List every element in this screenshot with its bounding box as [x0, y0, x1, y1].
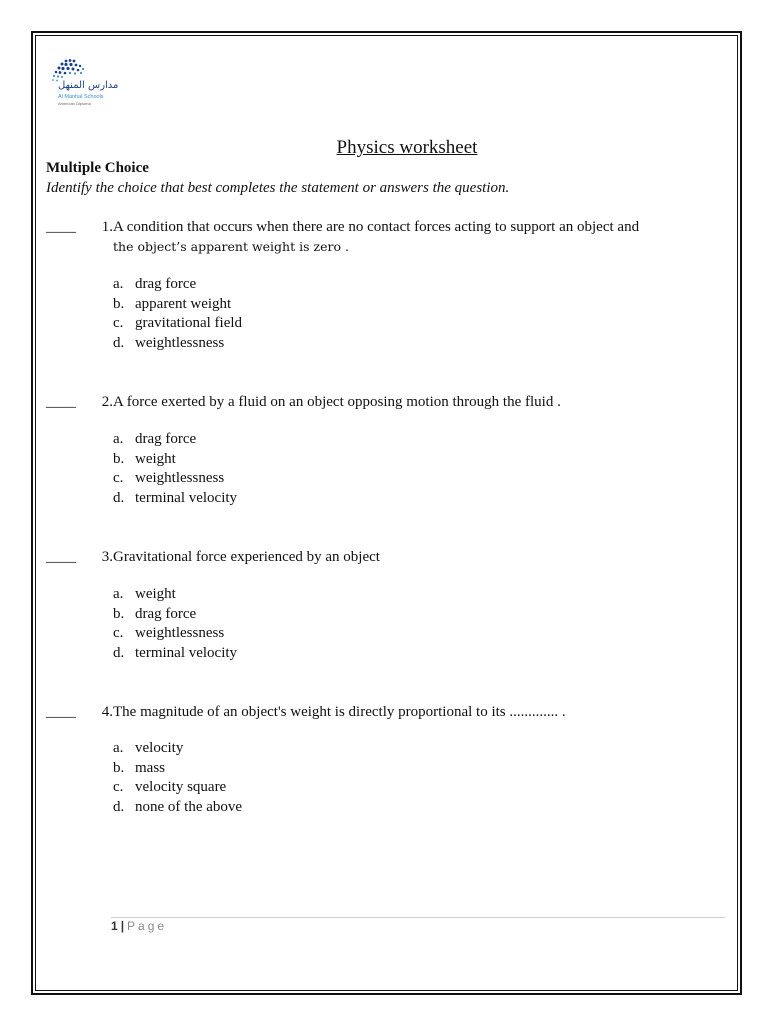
logo-arabic-text: مدارس المنهل	[58, 80, 119, 91]
school-logo	[46, 58, 126, 118]
page-border-inner	[35, 35, 738, 991]
option-text: terminal velocity	[135, 644, 238, 661]
option-letter: a.	[113, 431, 124, 447]
option-d[interactable]	[113, 334, 242, 354]
option-a[interactable]	[113, 275, 242, 295]
page-footer	[111, 919, 167, 933]
option-letter: b.	[113, 450, 125, 467]
question-text: Gravitational force experienced by an object	[113, 549, 380, 565]
option-letter: c.	[113, 779, 124, 795]
question-text-line-1: A condition that occurs when there are no contact forces acting to support an object and	[113, 219, 640, 235]
option-d[interactable]	[113, 644, 237, 664]
option-c[interactable]	[113, 624, 237, 644]
question-number: 4.	[101, 704, 113, 720]
option-list	[113, 430, 237, 508]
option-text: weight	[135, 450, 176, 467]
answer-blank[interactable]: ____	[46, 394, 76, 410]
option-text: weight	[135, 586, 176, 602]
option-list	[113, 275, 242, 353]
option-b[interactable]	[113, 605, 237, 625]
option-letter: a.	[113, 740, 124, 756]
option-a[interactable]	[113, 430, 237, 450]
answer-blank[interactable]: ____	[46, 219, 76, 235]
option-letter: a.	[113, 276, 124, 292]
option-text: weightlessness	[135, 625, 225, 641]
option-text: apparent weight	[135, 295, 232, 312]
option-d[interactable]	[113, 489, 237, 509]
logo-subtitle: American Diploma	[58, 101, 91, 106]
logo-english-text: Al Manhal Schools	[58, 94, 104, 100]
instructions: Identify the choice that best completes the statement or answers the question.	[46, 180, 510, 196]
option-letter: d.	[113, 798, 125, 815]
answer-blank[interactable]: ____	[46, 549, 76, 565]
option-letter: d.	[113, 644, 125, 661]
option-list	[113, 739, 242, 817]
option-letter: b.	[113, 759, 125, 776]
footer-separator: |	[120, 919, 125, 933]
option-letter: d.	[113, 489, 125, 506]
option-b[interactable]	[113, 450, 237, 470]
answer-blank[interactable]: ____	[46, 704, 76, 720]
option-text: gravitational field	[135, 315, 243, 331]
option-b[interactable]	[113, 295, 242, 315]
option-letter: b.	[113, 295, 125, 312]
option-text: velocity	[135, 740, 184, 756]
option-list	[113, 585, 237, 663]
option-text: drag force	[135, 276, 197, 292]
option-c[interactable]	[113, 314, 242, 334]
option-c[interactable]	[113, 469, 237, 489]
question-text	[113, 217, 723, 257]
page-title: Physics worksheet	[336, 137, 478, 158]
option-a[interactable]	[113, 739, 242, 759]
option-text: mass	[135, 759, 165, 776]
option-letter: c.	[113, 470, 124, 486]
option-letter: d.	[113, 334, 125, 351]
option-b[interactable]	[113, 759, 242, 779]
question-text: The magnitude of an object's weight is directly proportional to its ............. .	[113, 704, 566, 720]
question-number: 3.	[101, 549, 113, 565]
section-heading: Multiple Choice	[46, 160, 149, 176]
page-label: Page	[127, 919, 168, 933]
option-text: velocity square	[135, 779, 227, 795]
question-number: 2.	[101, 394, 113, 410]
option-text: drag force	[135, 605, 197, 622]
option-text: drag force	[135, 431, 197, 447]
option-a[interactable]	[113, 585, 237, 605]
option-c[interactable]	[113, 778, 242, 798]
option-letter: b.	[113, 605, 125, 622]
option-text: weightlessness	[135, 334, 225, 351]
option-letter: a.	[113, 586, 124, 602]
question-text: A force exerted by a fluid on an object opposing motion through the fluid .	[113, 394, 561, 410]
option-letter: c.	[113, 315, 124, 331]
page-title-container	[0, 137, 768, 159]
option-d[interactable]	[113, 798, 242, 818]
footer-divider	[111, 917, 725, 918]
question-text-line-2: the object’s apparent weight is zero .	[113, 239, 349, 254]
page-number: 1	[111, 919, 118, 933]
option-text: none of the above	[135, 798, 243, 815]
question-number: 1.	[101, 219, 113, 235]
option-text: weightlessness	[135, 470, 225, 486]
option-letter: c.	[113, 625, 124, 641]
option-text: terminal velocity	[135, 489, 238, 506]
